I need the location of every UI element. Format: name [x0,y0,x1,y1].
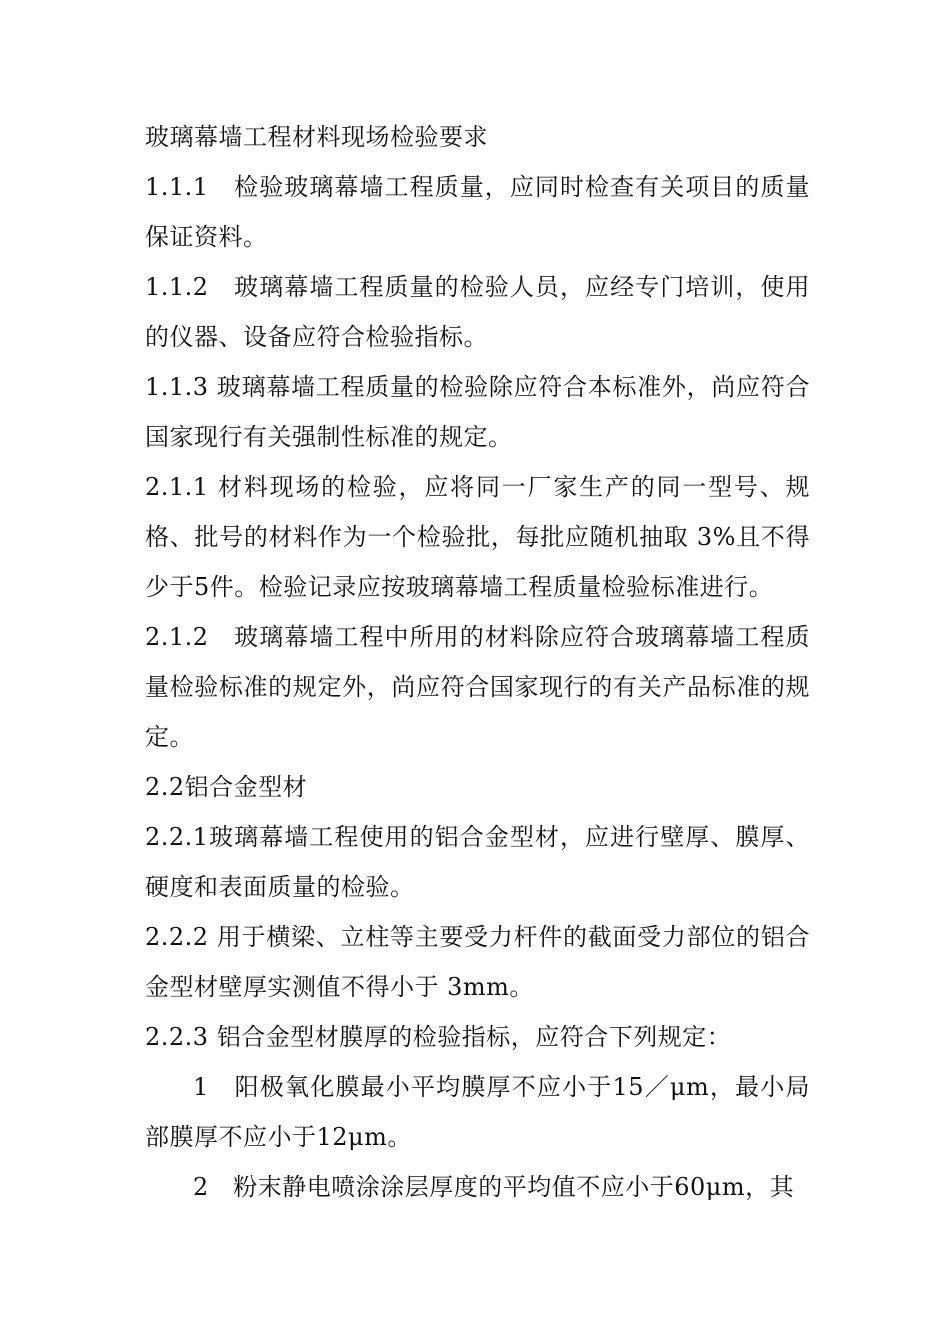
list-item-2: 2 粉末静电喷涂涂层厚度的平均值不应小于60μm，其 [193,1173,795,1201]
clause-1-1-3: 1.1.3 玻璃幕墙工程质量的检验除应符合本标准外，尚应符合国家现行有关强制性标准的规定。 [145,373,810,451]
document-page [145,112,810,1212]
clause-2-1-1: 2.1.1 材料现场的检验，应将同一厂家生产的同一型号、规格、批号的材料作为一个检验批，每批应随机抽取 3%且不得少于5件。检验记录应按玻璃幕墙工程质量检验标准进行。 [145,473,810,601]
clause-2-2-3: 2.2.3 铝合金型材膜厚的检验指标，应符合下列规定： [145,1023,732,1051]
clause-2-2-2: 2.2.2 用于横梁、立柱等主要受力杆件的截面受力部位的铝合金型材壁厚实测值不得小于 3mm。 [145,923,810,1001]
clause-1-1-2: 1.1.2 玻璃幕墙工程质量的检验人员，应经专门培训，使用的仪器、设备应符合检验指标。 [145,273,810,351]
clause-2-1-2: 2.1.2 玻璃幕墙工程中所用的材料除应符合玻璃幕墙工程质量检验标准的规定外，尚应符合国家现行的有关产品标准的规定。 [145,623,810,751]
document-title: 玻璃幕墙工程材料现场检验要求 [145,123,488,151]
clause-1-1-1: 1.1.1 检验玻璃幕墙工程质量，应同时检查有关项目的质量保证资料。 [145,173,810,251]
clause-2-2-1: 2.2.1玻璃幕墙工程使用的铝合金型材，应进行壁厚、膜厚、硬度和表面质量的检验。 [145,823,810,901]
list-item-1: 1 阳极氧化膜最小平均膜厚不应小于15／μm，最小局部膜厚不应小于12μm。 [145,1073,810,1151]
section-2-2-heading: 2.2铝合金型材 [145,773,308,801]
